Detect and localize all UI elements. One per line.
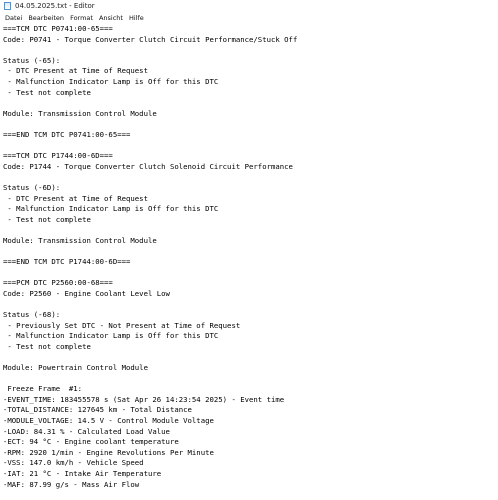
text-line: -TOTAL_DISTANCE: 127645 km - Total Distance [3,405,192,415]
text-line [3,119,498,130]
text-line: -RPM: 2920 1/min - Engine Revolutions Per Minute [3,447,214,457]
text-line: Module: Powertrain Control Module [3,363,148,372]
menu-ansicht[interactable]: Ansicht [98,14,123,22]
text-line: -MODULE_VOLTAGE: 14.5 V - Control Module Voltage [3,415,214,425]
text-line [3,352,498,363]
text-line: Code: P0741 - Torque Converter Clutch Circuit Performance/Stuck Off [3,34,298,44]
text-line: ===TCM DTC P1744:00-6D=== [3,151,113,161]
text-line: -IAT: 21 °C - Intake Air Temperature [3,468,162,478]
text-line: Module: Transmission Control Module [3,108,157,118]
document-text[interactable] [0,24,498,490]
text-line: - Test not complete [3,87,91,97]
text-line [3,374,498,385]
text-line: Code: P1744 - Torque Converter Clutch Solenoid Circuit Performance [3,161,293,171]
text-line: -ECT: 94 °C - Engine coolant temperature [3,437,179,447]
title-bar[interactable] [0,0,498,12]
text-line [3,98,498,109]
text-line: ===END TCM DTC P0741:00-65=== [3,129,131,139]
text-line: - Malfunction Indicator Lamp is Off for this DTC [3,76,219,86]
menu-bearbeiten[interactable]: Bearbeiten [28,14,65,22]
text-line: - DTC Present at Time of Request [3,193,148,203]
text-editor-area[interactable] [0,24,498,500]
text-line [3,172,498,183]
text-line: Freeze Frame #1: [3,384,83,394]
window-title: 04.05.2025.txt - Editor [15,2,95,10]
text-line: -MAF: 87.99 g/s - Mass Air Flow [3,479,140,489]
text-line [3,225,498,236]
text-line: ===PCM DTC P2560:00-68=== [3,278,113,288]
text-line: -LOAD: 84.31 % - Calculated Load Value [3,426,170,436]
text-line: Status (-68): [3,310,61,320]
text-line [3,246,498,257]
text-line [3,45,498,56]
text-line: Module: Transmission Control Module [3,235,157,245]
menu-datei[interactable]: Datei [5,14,23,22]
text-line: Status (-65): [3,55,61,65]
text-line: - Malfunction Indicator Lamp is Off for this DTC [3,204,219,214]
text-line: - Test not complete [3,214,91,224]
text-line: - Test not complete [3,341,91,351]
text-line [3,299,498,310]
text-line: - DTC Present at Time of Request [3,66,148,76]
notepad-icon [4,2,11,10]
menu-bar [0,12,498,24]
text-line: - Malfunction Indicator Lamp is Off for this DTC [3,331,219,341]
text-line: -EVENT_TIME: 183455578 s (Sat Apr 26 14:23:54 2025) - Event time [3,394,285,404]
text-line [3,141,498,152]
text-line: Code: P2560 - Engine Coolant Level Low [3,288,170,298]
text-line: - Previously Set DTC - Not Present at Time of Request [3,320,241,330]
text-line: -VSS: 147.0 km/h - Vehicle Speed [3,458,144,468]
text-line: ===END TCM DTC P1744:00-6D=== [3,257,131,267]
text-line: ===TCM DTC P0741:00-65=== [3,24,113,33]
menu-format[interactable]: Format [70,14,93,22]
text-line: Status (-6D): [3,182,61,192]
text-line [3,268,498,279]
menu-hilfe[interactable]: Hilfe [128,14,144,22]
